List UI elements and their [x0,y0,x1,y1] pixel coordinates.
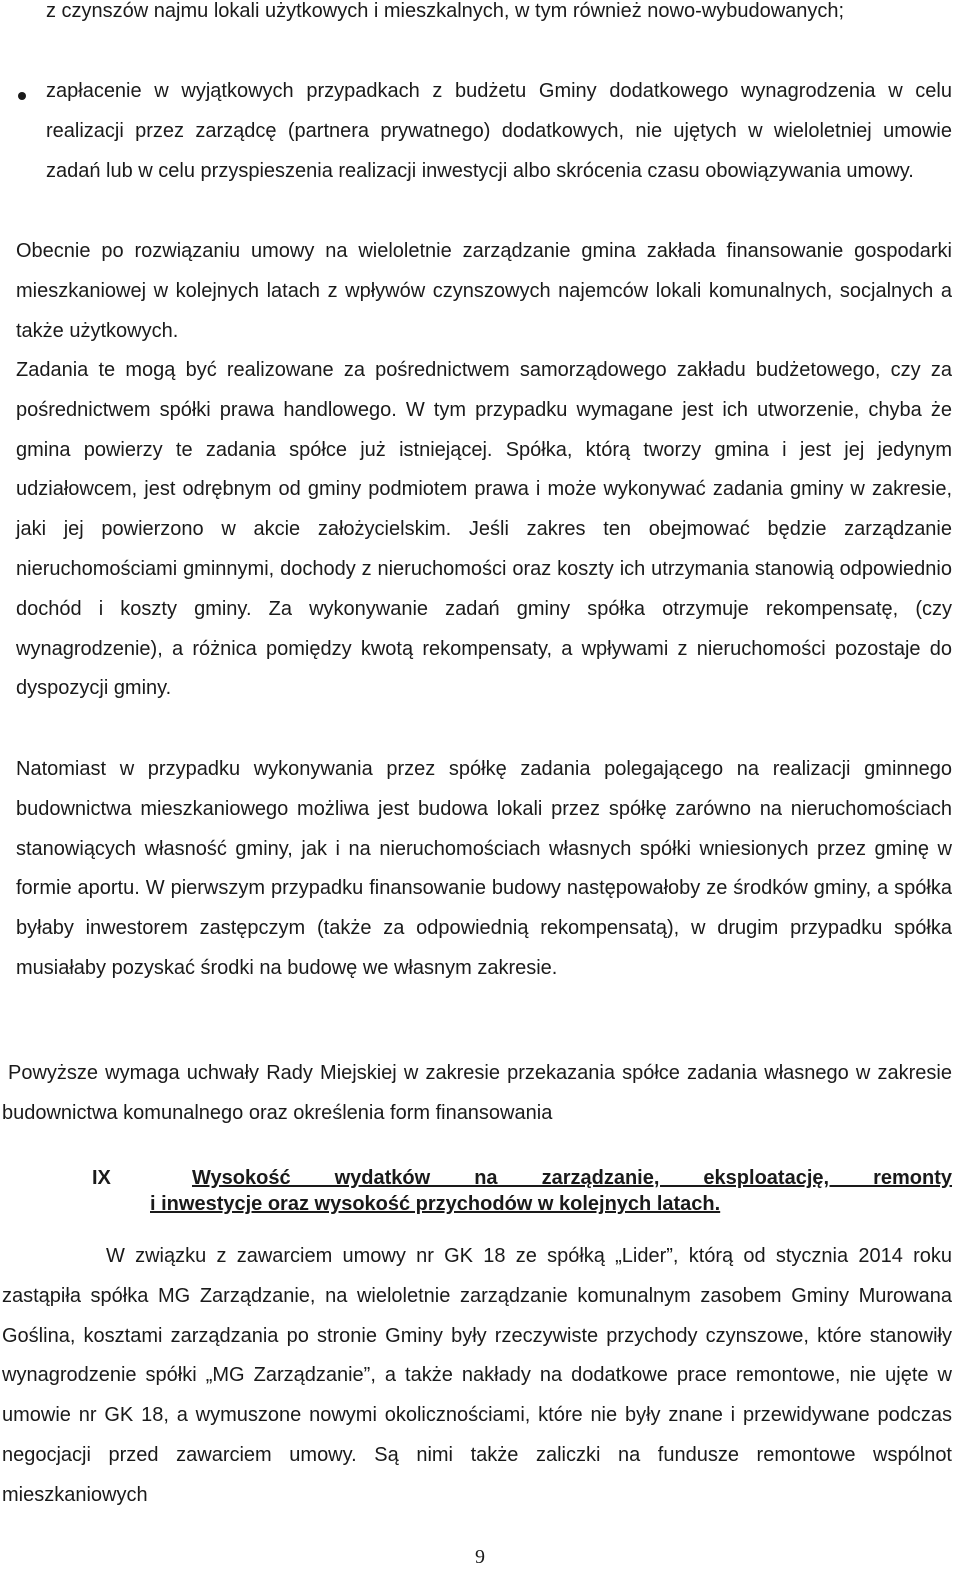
section-heading [92,1166,952,1191]
list-continuation: z czynszów najmu lokali użytkowych i mieszkalnych, w tym również nowo-wybudowanych; [46,0,845,22]
section-paragraph: W związku z zawarciem umowy nr GK 18 ze spółką „Lider”, którą od stycznia 2014 roku zastąpiła spółka MG Zarządzanie, na wieloletnie zarządzanie komunalnym zasobem Gminy Murowana Goślina, kosztami zarządzania po stronie Gminy były rzeczywiste przychody czynszowe, które stanowiły wynagrodzenie spółki „MG Zarządzanie”, a także nakłady na dodatkowe prace remontowe, nie ujęte w umowie nr GK 18, a wymuszone nowymi okolicznościami, które nie były znane i przewidywane podczas negocjacji przed zawarciem umowy. Są nimi także zaliczki na fundusze remontowe wspólnot mieszkaniowych [2,1245,952,1506]
section-title-line1: Wysokość wydatków na zarządzanie, eksploatację, remonty [192,1167,952,1189]
section-title-line2: i inwestycje oraz wysokość przychodów w kolejnych latach. [150,1193,721,1215]
paragraph-resolution: Powyższe wymaga uchwały Rady Miejskiej w zakresie przekazania spółce zadania własnego w zakresie budownictwa komunalnego oraz określenia form finansowania [2,1062,952,1124]
page-number: 9 [475,1546,485,1568]
bullet-item: zapłacenie w wyjątkowych przypadkach z budżetu Gminy dodatkowego wynagrodzenia w celu realizacji przez zarządcę (partnera prywatnego) dodatkowych, nie ujętych w wieloletniej umowie zadań lub w celu przyspieszenia realizacji inwestycji albo skrócenia czasu obowiązywania umowy. [46,80,952,182]
paragraph-company: Zadania te mogą być realizowane za pośrednictwem samorządowego zakładu budżetowego, czy za pośrednictwem spółki prawa handlowego. W tym przypadku wymagane jest ich utworzenie, chyba że gmina powierzy te zadania spółce już istniejącej. Spółka, którą tworzy gmina i jest jej jedynym udziałowcem, jest odrębnym od gminy podmiotem prawa i może wykonywać zadania gminy w zakresie, jaki jej powierzono w akcie założycielskim. Jeśli zakres ten obejmować będzie zarządzanie nieruchomościami gminnymi, dochody z nieruchomości oraz koszty ich utrzymania stanowią odpowiednio dochód i koszty gminy. Za wykonywanie zadań gminy spółka otrzymuje rekompensatę, (czy wynagrodzenie), a różnica pomiędzy kwotą rekompensaty, a wpływami z nieruchomości pozostaje do dyspozycji gminy. [16,359,952,700]
bullet-icon [18,92,26,100]
paragraph-financing: Obecnie po rozwiązaniu umowy na wieloletnie zarządzanie gmina zakłada finansowanie gospodarki mieszkaniowej w kolejnych latach z wpływów czynszowych najemców lokali komunalnych, socjalnych a także użytkowych. [16,240,952,342]
paragraph-construction: Natomiast w przypadku wykonywania przez spółkę zadania polegającego na realizacji gminnego budownictwa mieszkaniowego możliwa jest budowa lokali przez spółkę zarówno na nieruchomościach stanowiących własność gminy, jak i na nieruchomościach własnych spółki wniesionych przez gminę w formie aportu. W pierwszym przypadku finansowanie budowy następowałoby ze środków gminy, a spółka byłaby inwestorem zastępczym (także za odpowiednią rekompensatą), w drugim przypadku spółka musiałaby pozyskać środki na budowę we własnym zakresie. [16,758,952,979]
section-number: IX [92,1167,111,1189]
